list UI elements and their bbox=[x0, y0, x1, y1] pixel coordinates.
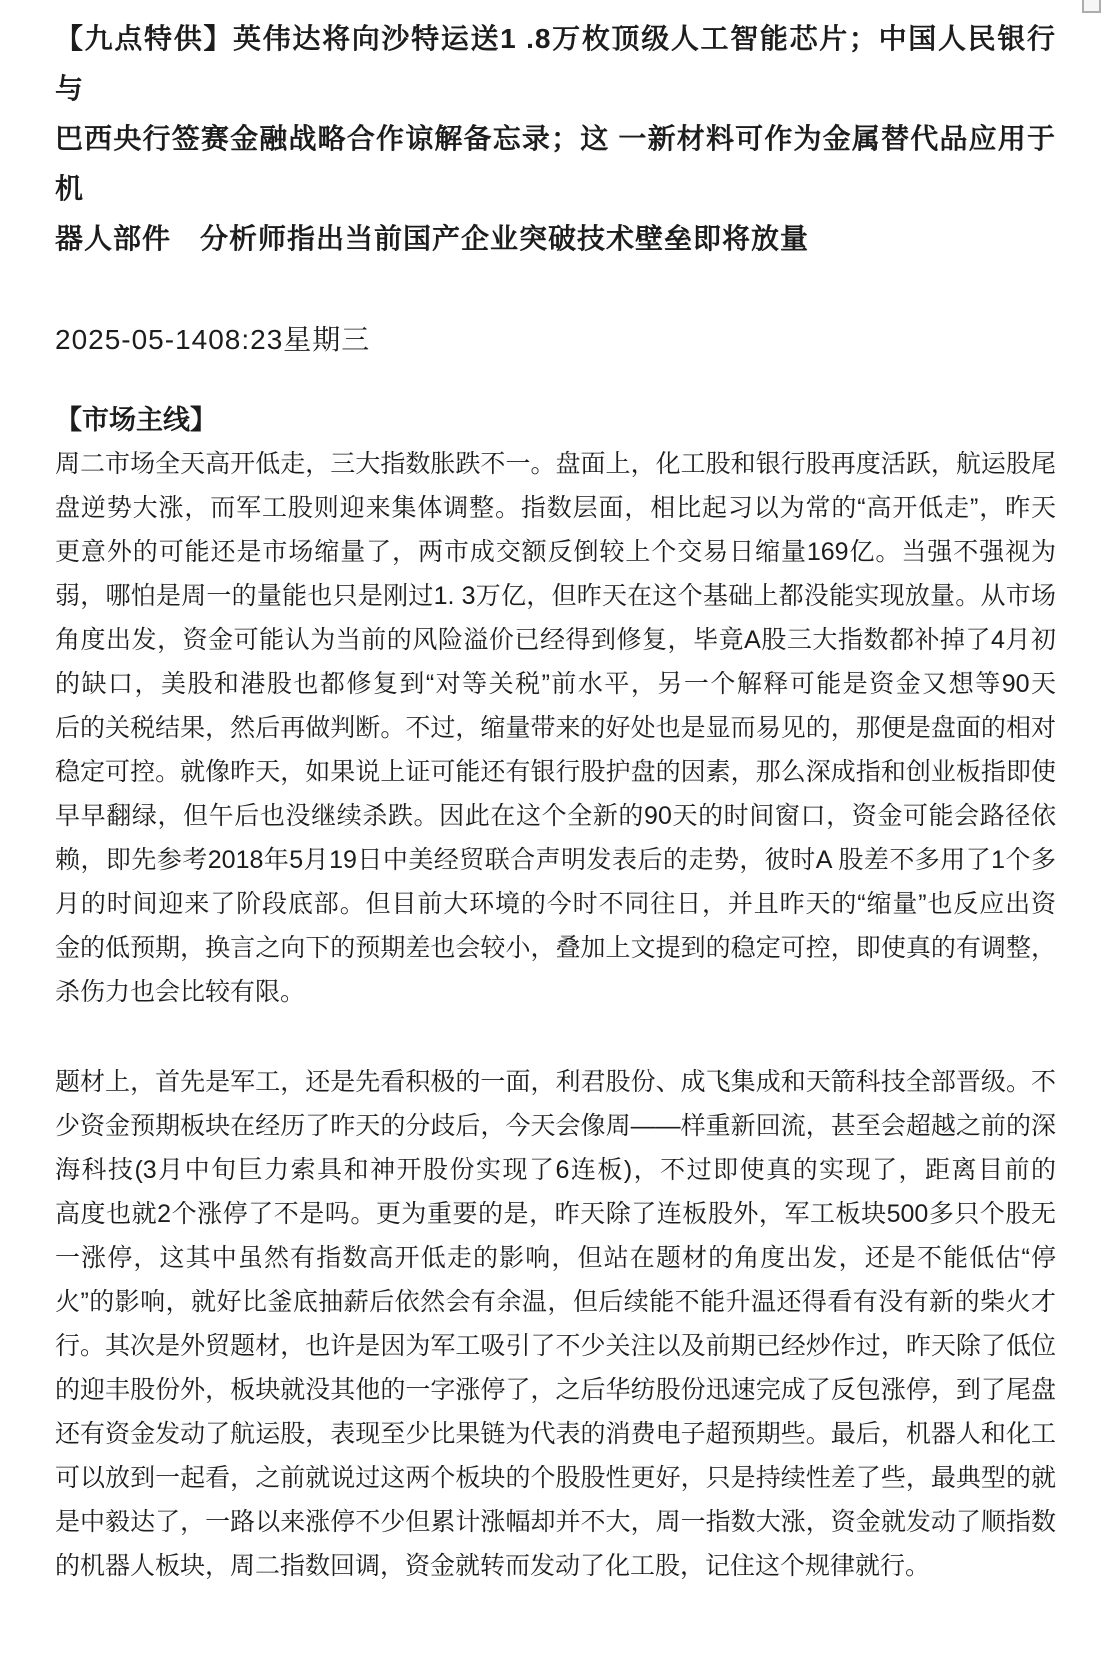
text-line: 的机器人板块，周二指数回调，资金就转而发动了化工股，记住这个规律就行。 bbox=[55, 1552, 931, 1580]
text-line: 周二市场全天高开低走，三大指数胀跌不一。盘面上，化工股和银行股再度活跃，航运股尾 bbox=[55, 450, 1056, 478]
text-line: 行。其次是外贸题材，也许是因为军工吸引了不少关注以及前期已经炒作过，昨天除了低位 bbox=[55, 1332, 1056, 1360]
text-line: 后的关税结果，然后再做判断。不过，缩量带来的好处也是显而易见的，那便是盘面的相对 bbox=[55, 714, 1056, 742]
paragraph-themes bbox=[55, 1060, 1056, 1588]
text-line: 稳定可控。就像昨天，如果说上证可能还有银行股护盘的因素，那么深成指和创业板指即使 bbox=[55, 758, 1056, 786]
text-line: 还有资金发动了航运股，表现至少比果链为代表的消费电子超预期些。最后，机器人和化工 bbox=[55, 1420, 1056, 1448]
text-line: 是中毅达了，一路以来涨停不少但累计涨幅却并不大，周一指数大涨，资金就发动了顺指数 bbox=[55, 1508, 1056, 1536]
text-line: 盘逆势大涨，而军工股则迎来集体调整。指数层面，相比起习以为常的“高开低走”，昨天 bbox=[55, 494, 1056, 522]
date-line: 2025-05-1408:23星期三 bbox=[55, 324, 371, 355]
text-line: 可以放到一起看，之前就说过这两个板块的个股股性更好，只是持续性差了些，最典型的就 bbox=[55, 1464, 1056, 1492]
text-line: 更意外的可能还是市场缩量了，两市成交额反倒较上个交易日缩量169亿。当强不强视为 bbox=[55, 538, 1056, 566]
text-line: 金的低预期，换言之向下的预期差也会较小，叠加上文提到的稳定可控，即使真的有调整， bbox=[55, 934, 1056, 962]
text-line: 月的时间迎来了阶段底部。但目前大环境的今时不同往日，并且昨天的“缩量”也反应出资 bbox=[55, 890, 1056, 918]
text-line: 杀伤力也会比较有限。 bbox=[55, 978, 306, 1006]
text-line: 海科技(3月中旬巨力索具和神开股份实现了6连板)，不过即使真的实现了，距离目前的 bbox=[55, 1156, 1056, 1184]
text-line: 角度出发，资金可能认为当前的风险溢价已经得到修复，毕竟A股三大指数都补掉了4月初 bbox=[55, 626, 1056, 654]
text-line: 一涨停，这其中虽然有指数高开低走的影响，但站在题材的角度出发，还是不能低估“停 bbox=[55, 1244, 1056, 1272]
text-line: 高度也就2个涨停了不是吗。更为重要的是，昨天除了连板股外，军工板块500多只个股无 bbox=[55, 1200, 1056, 1228]
text-line: 【九点特供】英伟达将向沙特运送1 .8万枚顶级人工智能芯片；中国人民银行与 bbox=[55, 23, 1056, 104]
text-line: 题材上，首先是军工，还是先看积极的一面，利君股份、成飞集成和天箭科技全部晋级。不 bbox=[55, 1068, 1056, 1096]
corner-artifact bbox=[1082, 0, 1101, 13]
text-line: 的迎丰股份外，板块就没其他的一字涨停了，之后华纺股份迅速完成了反包涨停，到了尾盘 bbox=[55, 1376, 1056, 1404]
headline bbox=[55, 14, 1056, 264]
text-line: 火”的影响，就好比釜底抽薪后依然会有余温，但后续能不能升温还得看有没有新的柴火才 bbox=[55, 1288, 1056, 1316]
text-line: 赖，即先参考2018年5月19日中美经贸联合声明发表后的走势，彼时A 股差不多用了1个多 bbox=[55, 846, 1056, 874]
paragraph-market-recap bbox=[55, 442, 1056, 1014]
text-line: 弱，哪怕是周一的量能也只是刚过1. 3万亿，但昨天在这个基础上都没能实现放量。从市场 bbox=[55, 582, 1056, 610]
text-line: 巴西央行签赛金融战略合作谅解备忘录；这 一新材料可作为金属替代品应用于机 bbox=[55, 123, 1056, 204]
text-line: 早早翻绿，但午后也没继续杀跌。因此在这个全新的90天的时间窗口，资金可能会路径依 bbox=[55, 802, 1056, 830]
text-line: 器人部件 分析师指出当前国产企业突破技术壁垒即将放量 bbox=[55, 223, 810, 254]
text-line: 的缺口，美股和港股也都修复到“对等关税”前水平，另一个解释可能是资金又想等90天 bbox=[55, 670, 1056, 698]
text-line: 少资金预期板块在经历了昨天的分歧后，今天会像周——样重新回流，甚至会超越之前的深 bbox=[55, 1112, 1056, 1140]
section-title: 【市场主线】 bbox=[55, 405, 217, 435]
